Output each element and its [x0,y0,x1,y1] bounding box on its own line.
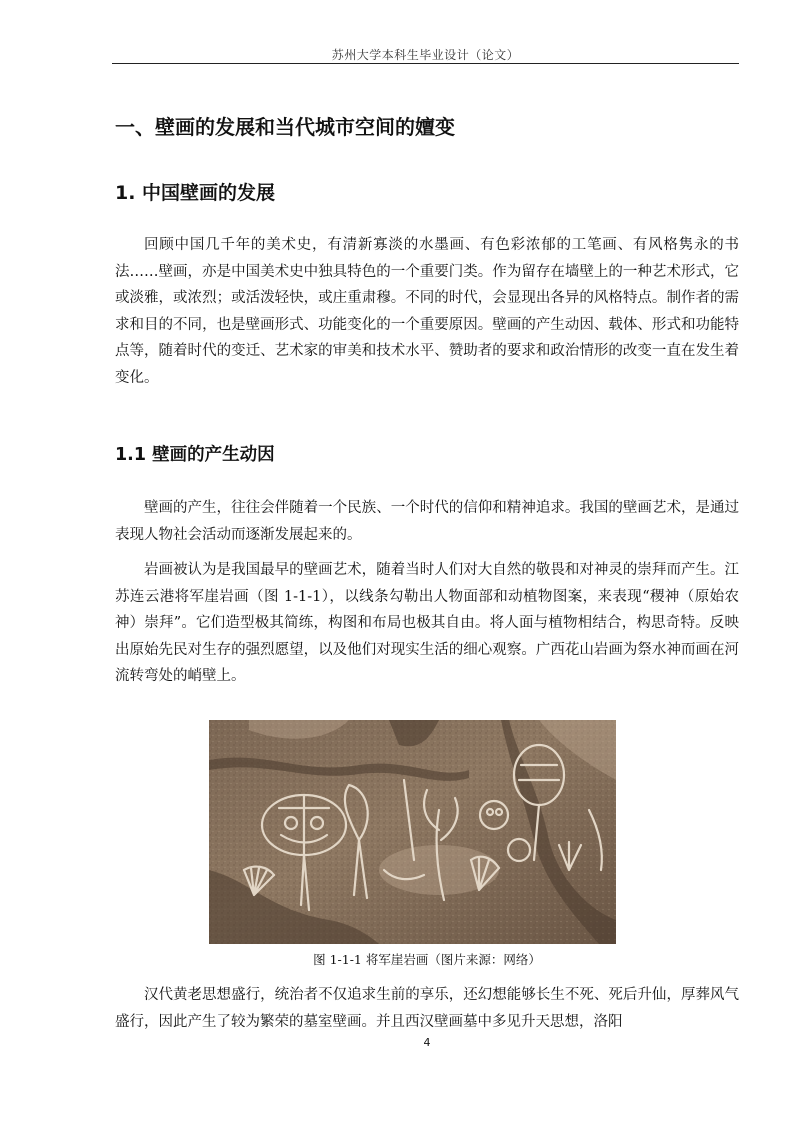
subsubsection-title: 1.1 壁画的产生动因 [115,445,275,465]
figure-caption: 图 1-1-1 将军崖岩画（图片来源：网络） [313,952,541,967]
header-divider [112,63,739,64]
body-paragraph-2: 岩画被认为是我国最早的壁画艺术，随着当时人们对大自然的敬畏和对神灵的崇拜而产生。江苏连云港将军崖岩画（图 1-1-1），以线条勾勒出人物面部和动植物图案，来表现“稷神（原始农神）崇拜”。它们造型极其简练，构图和布局也极其自由。将人面与植物相结合，构思奇特。反映出原始先民对生存的强烈愿望，以及他们对现实生活的细心观察。广西花山岩画为祭水神而画在河流转弯处的峭壁上。 [115,562,739,684]
page-header: 苏州大学本科生毕业设计（论文） [331,48,520,62]
body-paragraph-1: 壁画的产生，往往会伴随着一个民族、一个时代的信仰和精神追求。我国的壁画艺术，是通过表现人物社会活动而逐渐发展起来的。 [115,500,739,543]
body-paragraph-3: 汉代黄老思想盛行，统治者不仅追求生前的享乐，还幻想能够长生不死、死后升仙，厚葬风气盛行，因此产生了较为繁荣的墓室壁画。并且西汉壁画墓中多见升天思想，洛阳 [115,987,739,1030]
page-number: 4 [423,1036,431,1049]
rock-painting-figure [209,720,616,944]
rock-painting-image [209,720,616,944]
section-title: 一、壁画的发展和当代城市空间的嬗变 [115,115,455,139]
intro-paragraph: 回顾中国几千年的美术史，有清新寡淡的水墨画、有色彩浓郁的工笔画、有风格隽永的书法……壁画，亦是中国美术史中独具特色的一个重要门类。作为留存在墙壁上的一种艺术形式，它或淡雅，或浓烈；或活泼轻快，或庄重肃穆。不同的时代，会显现出各异的风格特点。制作者的需求和目的不同，也是壁画形式、功能变化的一个重要原因。壁画的产生动因、载体、形式和功能特点等，随着时代的变迁、艺术家的审美和技术水平、赞助者的要求和政治情形的改变一直在发生着变化。 [115,237,739,386]
subsection-title: 1. 中国壁画的发展 [115,182,276,204]
